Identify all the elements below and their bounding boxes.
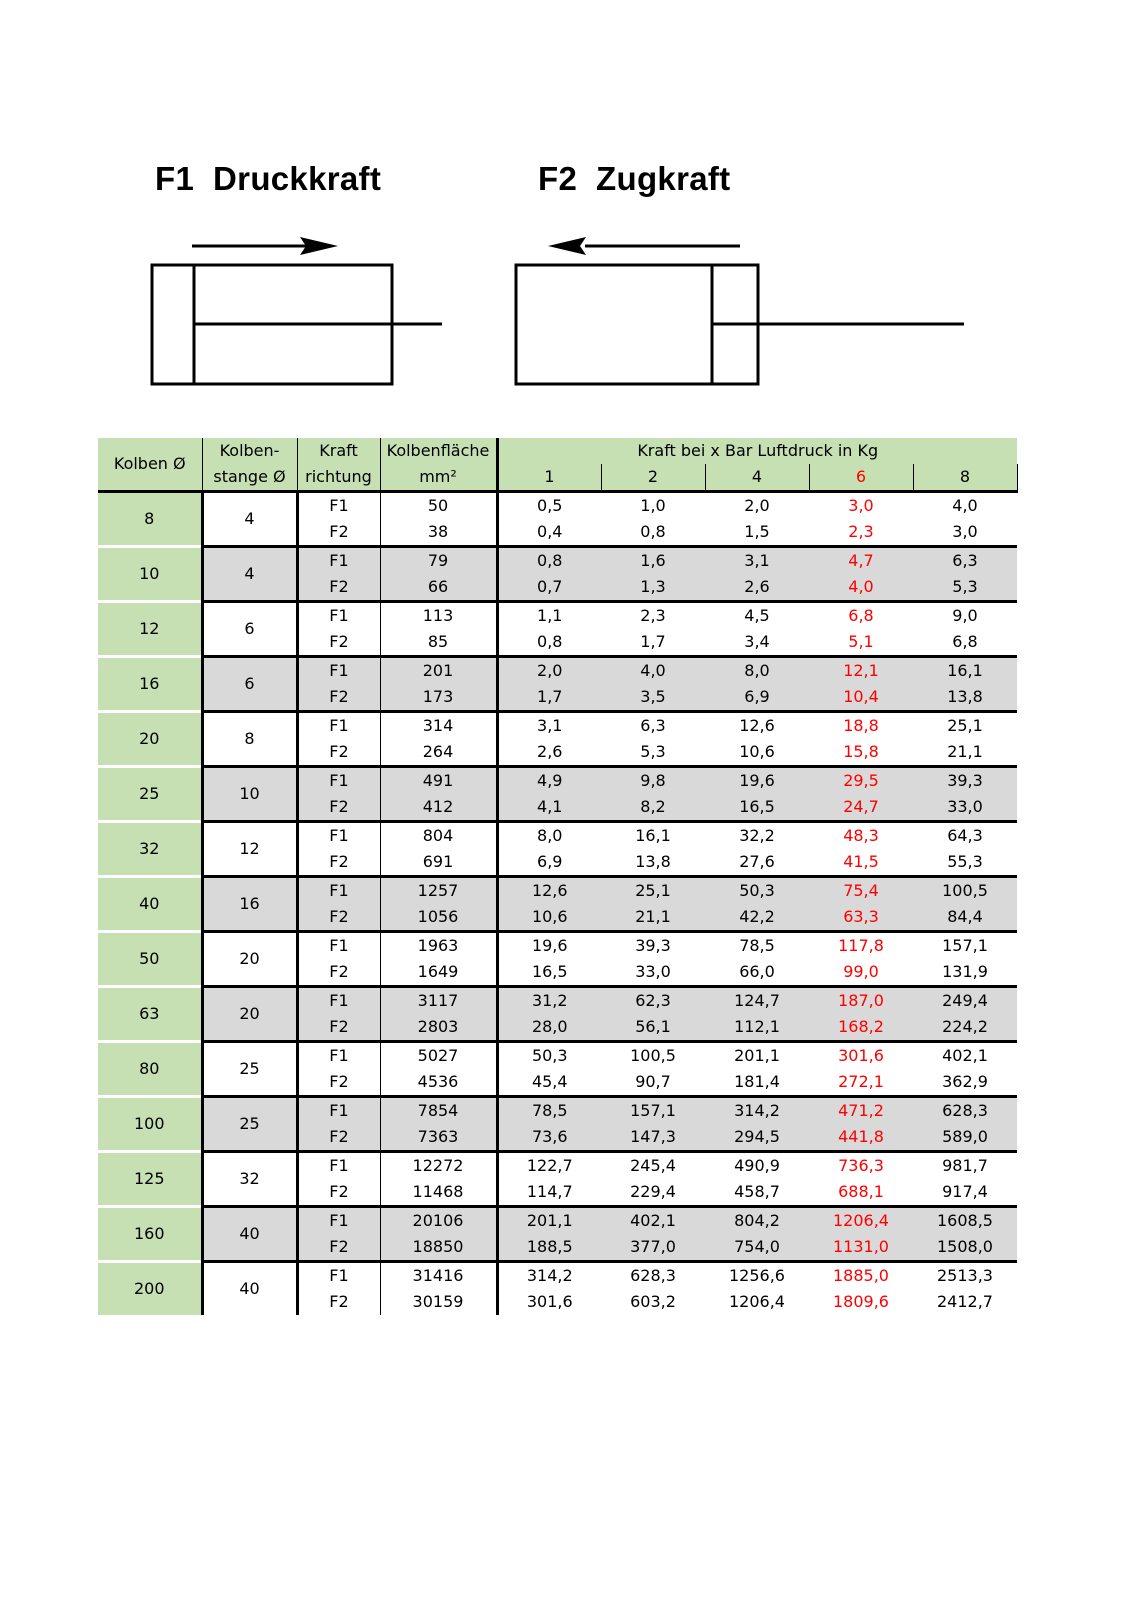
- push-arrow-icon: [192, 237, 338, 255]
- force-value-cell: 122,7: [497, 1152, 601, 1180]
- force-value-cell: 66,0: [739, 962, 775, 981]
- force-value-cell: 3,0: [952, 522, 978, 541]
- kolben-diameter-cell: 200: [98, 1262, 202, 1316]
- stange-diameter-cell: 16: [202, 877, 297, 932]
- table-row: [98, 1262, 1017, 1290]
- col-header-group: Kraft bei x Bar Luftdruck in Kg: [497, 438, 1017, 464]
- kolben-diameter-cell: 10: [98, 547, 202, 602]
- force-value-cell: 3,5: [601, 684, 705, 712]
- table-row: [98, 657, 1017, 685]
- force-value-cell: 249,4: [913, 987, 1017, 1015]
- force-value-cell: 168,2: [809, 1014, 913, 1042]
- table-row: [98, 932, 1017, 960]
- force-value-cell: 1885,0: [809, 1262, 913, 1290]
- force-value-cell: 8,2: [601, 794, 705, 822]
- col-header-flaeche-line1: Kolbenfläche: [380, 438, 497, 464]
- kolbenflaeche-cell: 201: [380, 657, 497, 685]
- force-value-cell: 21,1: [601, 904, 705, 932]
- force-value-cell: 25,1: [601, 877, 705, 905]
- kraft-richtung-cell: F1: [297, 877, 380, 905]
- stange-diameter-cell: 32: [202, 1152, 297, 1207]
- force-value-cell: 5,3: [640, 742, 666, 761]
- force-value-cell: 402,1: [601, 1207, 705, 1235]
- stange-diameter-cell: 25: [202, 1097, 297, 1152]
- force-value-cell: 8,0: [497, 822, 601, 850]
- table-row: [98, 987, 1017, 1015]
- f1-druckkraft-title: F1 Druckkraft: [155, 160, 382, 197]
- force-value-cell: 78,5: [497, 1097, 601, 1125]
- kraft-richtung-cell: F1: [297, 657, 380, 685]
- force-value-cell: 1,1: [497, 602, 601, 630]
- kraft-richtung-cell: F1: [297, 822, 380, 850]
- force-value-cell: 2,3: [601, 602, 705, 630]
- kraft-richtung-cell: F2: [297, 904, 380, 932]
- kraft-richtung-cell: F1: [297, 767, 380, 795]
- force-value-cell: 314,2: [497, 1262, 601, 1290]
- stange-diameter-cell: 40: [202, 1207, 297, 1262]
- force-value-cell: 112,1: [705, 1014, 809, 1042]
- force-value-cell: 39,3: [913, 767, 1017, 795]
- kolben-diameter-cell: 20: [98, 712, 202, 767]
- f2-zugkraft-title: F2 Zugkraft: [538, 160, 731, 197]
- force-value-cell: 147,3: [601, 1124, 705, 1152]
- kraft-richtung-cell: F2: [297, 574, 380, 602]
- force-value-cell: 4,0: [809, 574, 913, 602]
- force-value-cell: 1256,6: [705, 1262, 809, 1290]
- force-value-cell: 0,7: [497, 574, 601, 602]
- force-value-cell: 471,2: [809, 1097, 913, 1125]
- kolbenflaeche-cell: 79: [380, 547, 497, 575]
- col-header-kraft-line2: richtung: [297, 464, 380, 492]
- force-value-cell: 187,0: [809, 987, 913, 1015]
- kolbenflaeche-cell: 3117: [380, 987, 497, 1015]
- force-value-cell: 628,3: [601, 1262, 705, 1290]
- force-value-cell: 63,3: [809, 904, 913, 932]
- kraft-richtung-cell: F1: [297, 1262, 380, 1290]
- kolben-diameter-cell: 100: [98, 1097, 202, 1152]
- kolben-diameter-cell: 50: [98, 932, 202, 987]
- force-value-cell: 1206,4: [809, 1207, 913, 1235]
- force-value-cell: 1,3: [601, 574, 705, 602]
- kolben-diameter-cell: 8: [98, 492, 202, 547]
- kraft-richtung-cell: F2: [297, 1179, 380, 1207]
- kraft-richtung-cell: F2: [297, 959, 380, 987]
- force-value-cell: 6,3: [601, 712, 705, 740]
- force-value-cell: 4,1: [497, 794, 601, 822]
- col-header-bar-4: 4: [705, 464, 809, 492]
- force-value-cell: 90,7: [635, 1072, 671, 1091]
- force-value-cell: 10,6: [497, 904, 601, 932]
- force-value-cell: 6,8: [809, 602, 913, 630]
- kolben-diameter-cell: 25: [98, 767, 202, 822]
- force-value-cell: 9,0: [913, 602, 1017, 630]
- force-value-cell: 18,8: [809, 712, 913, 740]
- stange-diameter-cell: 12: [202, 822, 297, 877]
- force-value-cell: 4,0: [913, 492, 1017, 520]
- stange-diameter-cell: 8: [202, 712, 297, 767]
- force-value-cell: 188,5: [497, 1234, 601, 1262]
- force-value-cell: 3,0: [809, 492, 913, 520]
- kolben-diameter-cell: 160: [98, 1207, 202, 1262]
- table-row: [98, 547, 1017, 575]
- force-value-cell: 6,3: [913, 547, 1017, 575]
- force-value-cell: 16,1: [913, 657, 1017, 685]
- kolbenflaeche-cell: 18850: [380, 1234, 497, 1262]
- kolben-diameter-cell: 12: [98, 602, 202, 657]
- force-value-cell: 3,4: [744, 632, 770, 651]
- kolbenflaeche-cell: 30159: [380, 1289, 497, 1315]
- kraft-richtung-cell: F1: [297, 987, 380, 1015]
- force-value-cell: 12,6: [497, 877, 601, 905]
- force-value-cell: 4,9: [497, 767, 601, 795]
- pull-arrow-icon: [548, 237, 740, 255]
- kolbenflaeche-cell: 1257: [380, 877, 497, 905]
- force-value-cell: 1,5: [744, 522, 770, 541]
- force-value-cell: 0,8: [537, 632, 563, 651]
- kraft-richtung-cell: F1: [297, 932, 380, 960]
- table-row: [98, 1042, 1017, 1070]
- force-value-cell: 33,0: [635, 962, 671, 981]
- force-value-cell: 5,1: [848, 632, 874, 651]
- kolbenflaeche-cell: 314: [380, 712, 497, 740]
- force-value-cell: 12,6: [705, 712, 809, 740]
- force-value-cell: 100,5: [601, 1042, 705, 1070]
- force-value-cell: 15,8: [843, 742, 879, 761]
- force-value-cell: 16,5: [531, 962, 568, 981]
- kraft-richtung-cell: F2: [297, 794, 380, 822]
- kolbenflaeche-cell: 50: [380, 492, 497, 520]
- kraft-richtung-cell: F2: [297, 1289, 380, 1315]
- force-value-cell: 33,0: [913, 794, 1017, 822]
- force-value-cell: 157,1: [601, 1097, 705, 1125]
- force-value-cell: 301,6: [809, 1042, 913, 1070]
- col-header-bar-1: 1: [497, 464, 601, 492]
- force-value-cell: 24,7: [809, 794, 913, 822]
- kraft-richtung-cell: F1: [297, 602, 380, 630]
- force-table: [98, 438, 1018, 1315]
- force-value-cell: 294,5: [705, 1124, 809, 1152]
- force-value-cell: 2,6: [537, 742, 563, 761]
- force-value-cell: 4,5: [705, 602, 809, 630]
- kolben-diameter-cell: 16: [98, 657, 202, 712]
- kolbenflaeche-cell: 31416: [380, 1262, 497, 1290]
- force-value-cell: 2,0: [705, 492, 809, 520]
- kolbenflaeche-cell: 1649: [380, 959, 497, 987]
- force-value-cell: 131,9: [942, 962, 988, 981]
- force-value-cell: 16,5: [705, 794, 809, 822]
- force-value-cell: 48,3: [809, 822, 913, 850]
- force-value-cell: 64,3: [913, 822, 1017, 850]
- table-row: [98, 1097, 1017, 1125]
- kraft-richtung-cell: F2: [297, 684, 380, 712]
- col-header-stange-line2: stange Ø: [202, 464, 297, 492]
- col-header-bar-6: 6: [809, 464, 913, 492]
- kraft-richtung-cell: F1: [297, 712, 380, 740]
- force-value-cell: 73,6: [497, 1124, 601, 1152]
- kolbenflaeche-cell: 11468: [380, 1179, 497, 1207]
- kraft-richtung-cell: F1: [297, 547, 380, 575]
- force-value-cell: 8,0: [705, 657, 809, 685]
- stange-diameter-cell: 20: [202, 932, 297, 987]
- force-value-cell: 13,8: [913, 684, 1017, 712]
- force-value-cell: 55,3: [947, 852, 983, 871]
- col-header-bar-8: 8: [913, 464, 1017, 492]
- force-value-cell: 1508,0: [913, 1234, 1017, 1262]
- kolbenflaeche-cell: 173: [380, 684, 497, 712]
- force-value-cell: 117,8: [809, 932, 913, 960]
- table-row: [98, 1207, 1017, 1235]
- col-header-bar-2: 2: [601, 464, 705, 492]
- force-value-cell: 78,5: [705, 932, 809, 960]
- force-value-cell: 201,1: [705, 1042, 809, 1070]
- col-header-flaeche-line2: mm²: [380, 464, 497, 492]
- force-value-cell: 10,4: [809, 684, 913, 712]
- stange-diameter-cell: 20: [202, 987, 297, 1042]
- force-value-cell: 1608,5: [913, 1207, 1017, 1235]
- force-value-cell: 4,0: [601, 657, 705, 685]
- force-value-cell: 31,2: [497, 987, 601, 1015]
- force-value-cell: 12,1: [809, 657, 913, 685]
- kraft-richtung-cell: F1: [297, 1042, 380, 1070]
- table-row: [98, 602, 1017, 630]
- force-value-cell: 362,9: [942, 1072, 988, 1091]
- kolbenflaeche-cell: 20106: [380, 1207, 497, 1235]
- force-value-cell: 29,5: [809, 767, 913, 795]
- kolbenflaeche-cell: 7363: [380, 1124, 497, 1152]
- force-value-cell: 32,2: [705, 822, 809, 850]
- kolbenflaeche-cell: 85: [380, 629, 497, 657]
- kolbenflaeche-cell: 12272: [380, 1152, 497, 1180]
- kraft-richtung-cell: F2: [297, 519, 380, 547]
- cylinder-diagram: [140, 220, 970, 395]
- table-row: [98, 767, 1017, 795]
- kolbenflaeche-cell: 2803: [380, 1014, 497, 1042]
- kraft-richtung-cell: F1: [297, 492, 380, 520]
- force-value-cell: 45,4: [531, 1072, 568, 1091]
- force-value-cell: 114,7: [526, 1182, 573, 1201]
- force-value-cell: 224,2: [913, 1014, 1017, 1042]
- kolben-diameter-cell: 80: [98, 1042, 202, 1097]
- force-value-cell: 1131,0: [809, 1234, 913, 1262]
- force-value-cell: 589,0: [913, 1124, 1017, 1152]
- force-value-cell: 6,8: [952, 632, 978, 651]
- force-value-cell: 41,5: [843, 852, 879, 871]
- force-value-cell: 6,9: [537, 852, 563, 871]
- force-value-cell: 1206,4: [729, 1292, 785, 1311]
- stange-diameter-cell: 6: [202, 657, 297, 712]
- stange-diameter-cell: 4: [202, 547, 297, 602]
- force-value-cell: 4,7: [809, 547, 913, 575]
- force-value-cell: 2,3: [848, 522, 874, 541]
- force-value-cell: 688,1: [838, 1182, 884, 1201]
- force-value-cell: 99,0: [843, 962, 879, 981]
- force-value-cell: 736,3: [809, 1152, 913, 1180]
- kolbenflaeche-cell: 412: [380, 794, 497, 822]
- kolbenflaeche-cell: 38: [380, 519, 497, 547]
- kolben-diameter-cell: 32: [98, 822, 202, 877]
- stange-diameter-cell: 40: [202, 1262, 297, 1316]
- kraft-richtung-cell: F2: [297, 629, 380, 657]
- force-value-cell: 16,1: [601, 822, 705, 850]
- force-value-cell: 62,3: [601, 987, 705, 1015]
- force-value-cell: 27,6: [739, 852, 775, 871]
- force-value-cell: 75,4: [809, 877, 913, 905]
- force-value-cell: 402,1: [913, 1042, 1017, 1070]
- force-value-cell: 458,7: [734, 1182, 780, 1201]
- force-value-cell: 754,0: [705, 1234, 809, 1262]
- force-value-cell: 56,1: [601, 1014, 705, 1042]
- table-row: [98, 1152, 1017, 1180]
- col-header-kraft-line1: Kraft: [297, 438, 380, 464]
- force-value-cell: 28,0: [497, 1014, 601, 1042]
- table-row: [98, 822, 1017, 850]
- force-value-cell: 0,8: [640, 522, 666, 541]
- f2-cylinder-icon: [516, 265, 964, 384]
- kolbenflaeche-cell: 1963: [380, 932, 497, 960]
- force-value-cell: 1,7: [497, 684, 601, 712]
- force-value-cell: 917,4: [942, 1182, 988, 1201]
- force-value-cell: 42,2: [705, 904, 809, 932]
- force-value-cell: 84,4: [913, 904, 1017, 932]
- force-value-cell: 5,3: [913, 574, 1017, 602]
- kolbenflaeche-cell: 1056: [380, 904, 497, 932]
- kraft-richtung-cell: F1: [297, 1152, 380, 1180]
- kolben-diameter-cell: 125: [98, 1152, 202, 1207]
- force-value-cell: 9,8: [601, 767, 705, 795]
- kolbenflaeche-cell: 7854: [380, 1097, 497, 1125]
- force-value-cell: 124,7: [705, 987, 809, 1015]
- force-value-cell: 19,6: [705, 767, 809, 795]
- stange-diameter-cell: 4: [202, 492, 297, 547]
- force-value-cell: 0,8: [497, 547, 601, 575]
- force-value-cell: 377,0: [601, 1234, 705, 1262]
- force-value-cell: 100,5: [913, 877, 1017, 905]
- table-row: [98, 492, 1017, 520]
- kraft-richtung-cell: F2: [297, 1124, 380, 1152]
- kolbenflaeche-cell: 804: [380, 822, 497, 850]
- kolbenflaeche-cell: 4536: [380, 1069, 497, 1097]
- stange-diameter-cell: 10: [202, 767, 297, 822]
- force-value-cell: 2,0: [497, 657, 601, 685]
- force-value-cell: 0,4: [537, 522, 563, 541]
- kraft-richtung-cell: F2: [297, 1014, 380, 1042]
- force-value-cell: 2412,7: [937, 1292, 993, 1311]
- force-value-cell: 181,4: [734, 1072, 780, 1091]
- table-row: [98, 712, 1017, 740]
- kolben-diameter-cell: 40: [98, 877, 202, 932]
- kraft-richtung-cell: F2: [297, 1069, 380, 1097]
- force-value-cell: 3,1: [705, 547, 809, 575]
- force-value-cell: 981,7: [913, 1152, 1017, 1180]
- force-value-cell: 10,6: [739, 742, 775, 761]
- force-value-cell: 441,8: [809, 1124, 913, 1152]
- kolben-diameter-cell: 63: [98, 987, 202, 1042]
- force-value-cell: 490,9: [705, 1152, 809, 1180]
- stange-diameter-cell: 6: [202, 602, 297, 657]
- kraft-richtung-cell: F1: [297, 1207, 380, 1235]
- force-value-cell: 628,3: [913, 1097, 1017, 1125]
- force-value-cell: 157,1: [913, 932, 1017, 960]
- kraft-richtung-cell: F2: [297, 739, 380, 767]
- force-value-cell: 201,1: [497, 1207, 601, 1235]
- force-value-cell: 1,7: [640, 632, 666, 651]
- force-value-cell: 1,0: [601, 492, 705, 520]
- force-value-cell: 229,4: [630, 1182, 676, 1201]
- force-value-cell: 50,3: [705, 877, 809, 905]
- col-header-kolben: Kolben Ø: [98, 438, 202, 492]
- f1-cylinder-icon: [152, 265, 442, 384]
- table-row: [98, 877, 1017, 905]
- kolbenflaeche-cell: 691: [380, 849, 497, 877]
- kolbenflaeche-cell: 5027: [380, 1042, 497, 1070]
- kolbenflaeche-cell: 264: [380, 739, 497, 767]
- force-value-cell: 0,5: [497, 492, 601, 520]
- force-value-cell: 804,2: [705, 1207, 809, 1235]
- force-value-cell: 50,3: [497, 1042, 601, 1070]
- kraft-richtung-cell: F2: [297, 849, 380, 877]
- col-header-stange-line1: Kolben-: [202, 438, 297, 464]
- force-value-cell: 272,1: [838, 1072, 884, 1091]
- force-value-cell: 245,4: [601, 1152, 705, 1180]
- force-value-cell: 3,1: [497, 712, 601, 740]
- kolbenflaeche-cell: 113: [380, 602, 497, 630]
- force-value-cell: 301,6: [526, 1292, 573, 1311]
- force-value-cell: 19,6: [497, 932, 601, 960]
- force-value-cell: 2513,3: [913, 1262, 1017, 1290]
- force-value-cell: 1,6: [601, 547, 705, 575]
- force-value-cell: 603,2: [630, 1292, 676, 1311]
- kraft-richtung-cell: F2: [297, 1234, 380, 1262]
- force-value-cell: 314,2: [705, 1097, 809, 1125]
- kraft-richtung-cell: F1: [297, 1097, 380, 1125]
- force-value-cell: 2,6: [705, 574, 809, 602]
- force-value-cell: 6,9: [705, 684, 809, 712]
- force-value-cell: 21,1: [947, 742, 983, 761]
- force-value-cell: 25,1: [913, 712, 1017, 740]
- force-value-cell: 1809,6: [833, 1292, 889, 1311]
- kolbenflaeche-cell: 66: [380, 574, 497, 602]
- force-value-cell: 13,8: [635, 852, 671, 871]
- stange-diameter-cell: 25: [202, 1042, 297, 1097]
- force-value-cell: 39,3: [601, 932, 705, 960]
- kolbenflaeche-cell: 491: [380, 767, 497, 795]
